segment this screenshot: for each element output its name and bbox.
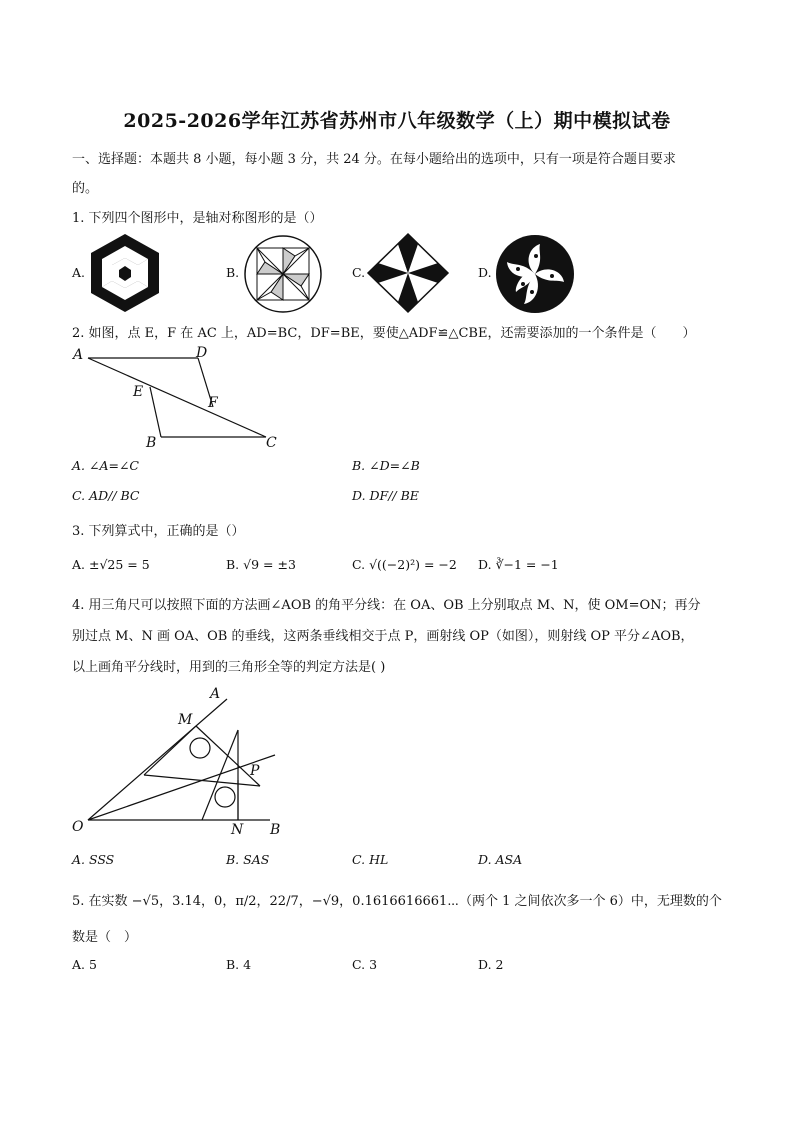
- q5-option-b: B. 4: [226, 957, 252, 972]
- q4-label-o: O: [72, 819, 84, 835]
- q4-stem-line1: 4. 用三角尺可以按照下面的方法画∠AOB 的角平分线：在 OA、OB 上分别取点 M、N，使 OM=ON；再分: [72, 598, 701, 613]
- q2-option-c: C. AD// BC: [72, 488, 140, 503]
- q2-stem: 2. 如图，点 E，F 在 AC 上，AD=BC，DF=BE，要使△ADF≌△CBE，还需要添加的一个条件是（ ）: [72, 326, 696, 341]
- q1-figure-a-hexagon-spiral: [86, 232, 164, 314]
- q4-option-d: D. ASA: [478, 852, 523, 867]
- q4-label-a: A: [210, 686, 221, 702]
- q4-label-m: M: [178, 712, 193, 728]
- q1-figure-d-bauhinia-flower: [494, 234, 576, 314]
- q2-option-d: D. DF// BE: [352, 488, 419, 503]
- q2-label-e: E: [133, 384, 144, 400]
- q1-stem: 1. 下列四个图形中，是轴对称图形的是（）: [72, 211, 323, 226]
- q3-stem: 3. 下列算式中，正确的是（）: [72, 524, 245, 539]
- q4-option-c: C. HL: [352, 852, 389, 867]
- q3-option-d: D. ∛−1 = −1: [478, 557, 559, 572]
- q5-option-a: A. 5: [72, 957, 97, 972]
- section-header-line2: 的。: [72, 181, 99, 196]
- q3-option-a: A. ±√25 = 5: [72, 557, 150, 572]
- q2-label-c: C: [266, 435, 277, 451]
- q1-option-c-label: C.: [352, 265, 366, 280]
- q4-stem-line2: 别过点 M、N 画 OA、OB 的垂线，这两条垂线相交于点 P，画射线 OP（如图），则射线 OP 平分∠AOB，: [72, 629, 694, 644]
- section-header-line1: 一、选择题：本题共 8 小题，每小题 3 分，共 24 分。在每小题给出的选项中，只有一项是符合题目要求: [72, 152, 676, 167]
- q2-label-b: B: [146, 435, 157, 451]
- q2-label-d: D: [196, 345, 208, 361]
- q5-stem-line1: 5. 在实数 −√5，3.14，0，π/2，22/7，−√9，0.1616616661⋯（两个 1 之间依次多一个 6）中，无理数的个: [72, 894, 722, 909]
- q2-option-b: B. ∠D=∠B: [352, 458, 420, 473]
- q1-option-d-label: D.: [478, 265, 492, 280]
- q2-figure-quadrilateral: [70, 344, 290, 454]
- q3-option-c: C. √((−2)²) = −2: [352, 557, 457, 572]
- q2-option-a: A. ∠A=∠C: [72, 458, 139, 473]
- q4-option-a: A. SSS: [72, 852, 115, 867]
- q1-option-a-label: A.: [72, 265, 86, 280]
- q4-label-n: N: [231, 822, 244, 838]
- q4-label-b: B: [270, 822, 281, 838]
- q3-option-b: B. √9 = ±3: [226, 557, 296, 572]
- q4-figure-angle-bisector: [70, 684, 300, 839]
- q5-option-c: C. 3: [352, 957, 378, 972]
- q1-option-b-label: B.: [226, 265, 240, 280]
- q4-label-p: P: [250, 763, 260, 779]
- q1-figure-b-pinwheel: [240, 234, 326, 314]
- q5-option-d: D. 2: [478, 957, 504, 972]
- q4-stem-line3: 以上画角平分线时，用到的三角形全等的判定方法是( ): [72, 660, 386, 675]
- q2-label-f: F: [208, 395, 218, 411]
- q1-figure-c-diamond: [366, 232, 450, 314]
- q2-label-a: A: [73, 347, 84, 363]
- q4-option-b: B. SAS: [226, 852, 270, 867]
- q5-stem-line2: 数是（ ）: [72, 930, 138, 945]
- page-title: 2025-2026学年江苏省苏州市八年级数学（上）期中模拟试卷: [123, 110, 671, 132]
